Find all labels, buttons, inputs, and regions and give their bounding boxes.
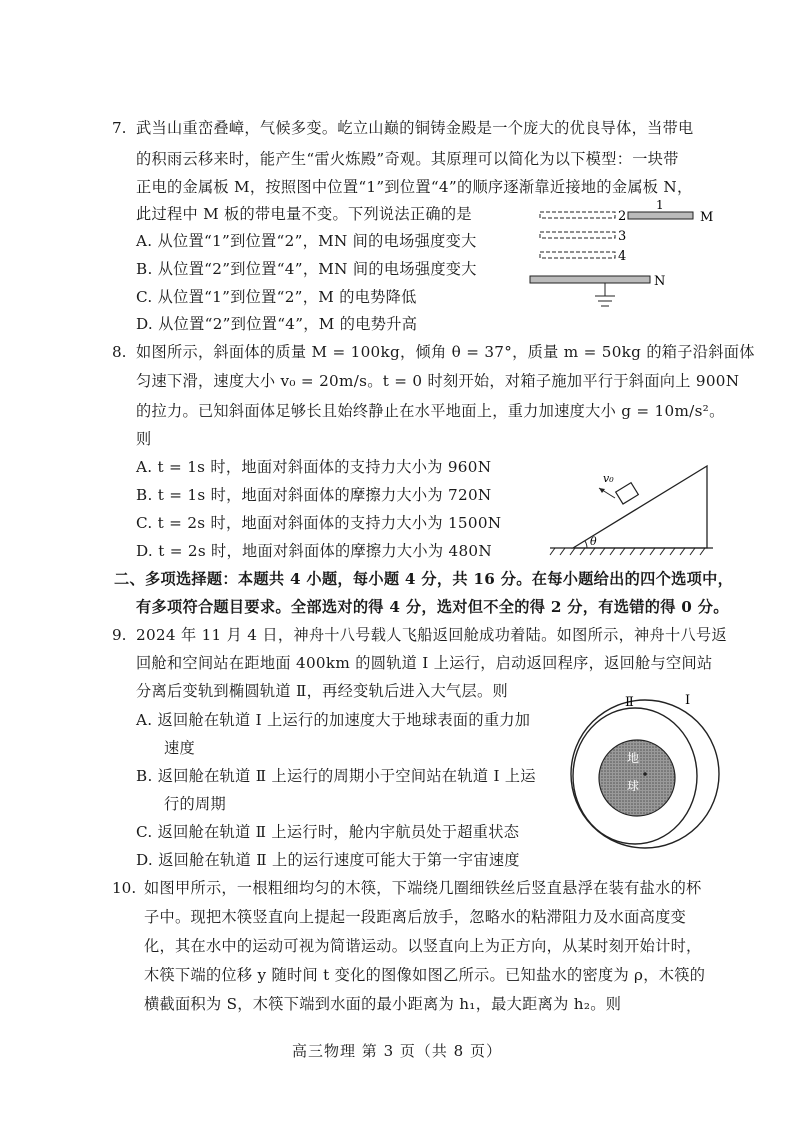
q7-option-c: C. 从位置“1”到位置“2”，M 的电势降低 xyxy=(136,288,417,306)
q8-number: 8. xyxy=(112,343,127,361)
q7-option-a: A. 从位置“1”到位置“2”，MN 间的电场强度变大 xyxy=(136,232,477,250)
q10-stem-line: 如图甲所示，一根粗细均匀的木筷，下端绕几圈细铁丝后竖直悬浮在装有盐水的杯 xyxy=(144,879,702,897)
orbit-figure xyxy=(565,680,725,860)
label-orbit-2: Ⅱ xyxy=(625,695,634,710)
capacitor-plates-figure xyxy=(510,200,730,315)
q8-stem-line: 的拉力。已知斜面体足够长且始终静止在水平地面上，重力加速度大小 g = 10m/s²。 xyxy=(136,402,725,420)
label-position-3: 3 xyxy=(618,229,627,244)
section-2-heading-cont: 有多项符合题目要求。全部选对的得 4 分，选对但不全的得 2 分，有选错的得 0 分。 xyxy=(136,598,729,616)
label-position-1: 1 xyxy=(656,200,664,212)
q8-stem-line: 匀速下滑，速度大小 v₀ = 20m/s。t = 0 时刻开始，对箱子施加平行于斜面向上 900N xyxy=(136,372,740,390)
plate-n xyxy=(530,276,650,283)
incline-figure xyxy=(545,460,720,560)
label-n: N xyxy=(654,274,666,289)
q8-option-a: A. t = 1s 时，地面对斜面体的支持力大小为 960N xyxy=(136,458,492,476)
plate-position-2 xyxy=(540,212,615,218)
q9-option-d: D. 返回舱在轨道 Ⅱ 上的运行速度可能大于第一宇宙速度 xyxy=(136,851,520,869)
q9-stem-line: 回舱和空间站在距地面 400km 的圆轨道 Ⅰ 上运行，启动返回程序，返回舱与空间站 xyxy=(136,654,713,672)
q9-option-c: C. 返回舱在轨道 Ⅱ 上运行时，舱内宇航员处于超重状态 xyxy=(136,823,520,841)
q8-option-d: D. t = 2s 时，地面对斜面体的摩擦力大小为 480N xyxy=(136,542,492,560)
q9-option-a: A. 返回舱在轨道 Ⅰ 上运行的加速度大于地球表面的重力加 xyxy=(136,711,531,729)
q10-stem-line: 子中。现把木筷竖直向上提起一段距离后放手，忽略水的粘滞阻力及水面高度变 xyxy=(144,908,687,926)
label-m: M xyxy=(700,210,714,225)
section-2-heading: 二、多项选择题：本题共 4 小题，每小题 4 分，共 16 分。在每小题给出的四个选项中， xyxy=(114,570,734,588)
q7-stem-line: 武当山重峦叠嶂，气候多变。屹立山巅的铜铸金殿是一个庞大的优良导体，当带电 xyxy=(136,119,694,137)
page-footer: 高三物理 第 3 页（共 8 页） xyxy=(292,1042,502,1060)
plate-position-3 xyxy=(540,232,615,238)
q9-option-a-cont: 速度 xyxy=(164,739,195,757)
label-orbit-1: Ⅰ xyxy=(685,693,691,708)
q10-number: 10. xyxy=(112,879,137,897)
q8-option-c: C. t = 2s 时，地面对斜面体的支持力大小为 1500N xyxy=(136,514,502,532)
q9-stem-line: 分离后变轨到椭圆轨道 Ⅱ，再经变轨后进入大气层。则 xyxy=(136,682,508,700)
q8-stem-line: 则 xyxy=(136,430,152,448)
box xyxy=(616,483,639,504)
q7-stem-line: 正电的金属板 M，按照图中位置“1”到位置“4”的顺序逐渐靠近接地的金属板 N， xyxy=(136,178,693,196)
label-earth-1: 地 xyxy=(627,751,640,765)
q8-option-b: B. t = 1s 时，地面对斜面体的摩擦力大小为 720N xyxy=(136,486,492,504)
q10-stem-line: 木筷下端的位移 y 随时间 t 变化的图像如图乙所示。已知盐水的密度为 ρ，木筷的 xyxy=(144,966,706,984)
label-earth-2: 球 xyxy=(627,779,640,793)
q8-stem-line: 如图所示，斜面体的质量 M = 100kg，倾角 θ = 37°，质量 m = 50kg 的箱子沿斜面体 xyxy=(136,343,755,361)
q7-number: 7. xyxy=(112,119,127,137)
angle-arc xyxy=(585,541,587,548)
q7-stem-line: 的积雨云移来时，能产生“雷火炼殿”奇观。其原理可以简化为以下模型：一块带 xyxy=(136,150,679,168)
q10-stem-line: 化，其在水中的运动可视为简谐运动。以竖直向上为正方向，从某时刻开始计时， xyxy=(144,937,702,955)
q10-stem-line: 横截面积为 S，木筷下端到水面的最小距离为 h₁，最大距离为 h₂。则 xyxy=(144,995,622,1013)
q9-stem-line: 2024 年 11 月 4 日，神舟十八号载人飞船返回舱成功着陆。如图所示，神舟十八号返 xyxy=(136,626,727,644)
plate-position-4 xyxy=(540,252,615,258)
q9-number: 9. xyxy=(112,626,127,644)
q9-option-b: B. 返回舱在轨道 Ⅱ 上运行的周期小于空间站在轨道 Ⅰ 上运 xyxy=(136,767,536,785)
q7-stem-line: 此过程中 M 板的带电量不变。下列说法正确的是 xyxy=(136,205,472,223)
label-v0: v₀ xyxy=(603,472,614,485)
label-theta: θ xyxy=(590,535,597,548)
plate-m xyxy=(628,212,693,219)
q9-option-b-cont: 行的周期 xyxy=(164,795,226,813)
q7-option-b: B. 从位置“2”到位置“4”，MN 间的电场强度变大 xyxy=(136,260,477,278)
label-position-4: 4 xyxy=(618,249,627,264)
q7-option-d: D. 从位置“2”到位置“4”，M 的电势升高 xyxy=(136,315,418,333)
label-position-2: 2 xyxy=(618,209,627,224)
ground-hatching xyxy=(550,548,705,555)
